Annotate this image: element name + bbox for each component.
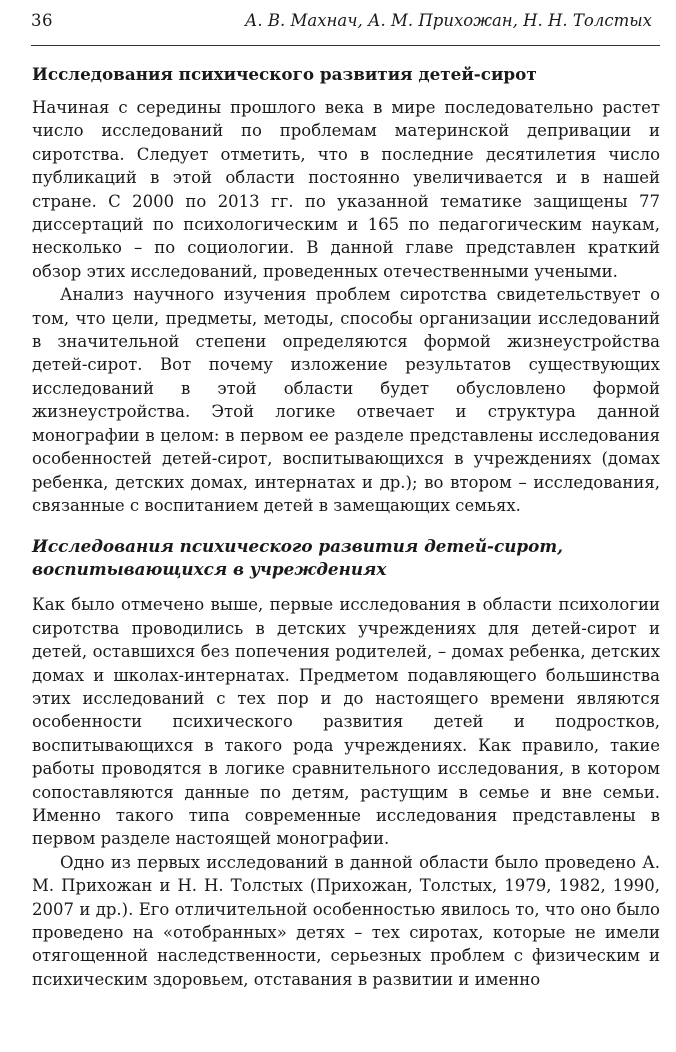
subsection-heading: Исследования психического развития детей-сирот, воспитывающихся в учреждениях [32, 536, 563, 580]
section-heading: Исследования психического развития детей-сирот [32, 64, 537, 84]
subsection-paragraph-2: Одно из первых исследований в данной области было проведено А. М. Прихожан и Н. Н. Толстых (Прихожан, Толстых, 1979, 1982, 1990, 2007 и др.). Его отличительной особенностью явилось то, что оно было проведено на «отобранных» детях – тех сиротах, которые не имели отягощенной наследственности, серьезных проблем с физическим и психическим здоровьем, отставания в развитии и именно [32, 852, 660, 989]
section-paragraph-2: Анализ научного изучения проблем сиротства свидетельствует о том, что цели, предметы, методы, способы организации исследований в значительной степени определяются формой жизнеустройства детей-сирот. Вот почему изложение результатов существующих исследований в этой области будет обусловлено формой жизнеустройства. Этой логике отвечает и структура данной монографии в целом: в первом ее разделе представлены исследования особенностей детей-сирот, воспитывающихся в учреждениях (домах ребенка, детских домах, интернатах и др.); во втором – исследования, связанные с воспитанием детей в замещающих семьях. [32, 285, 660, 515]
subsection-paragraph-1: Как было отмечено выше, первые исследования в области психологии сиротства проводились в детских учреждениях для детей-сирот и детей, оставшихся без попечения родителей, – домах ребенка, детских домах и школах-интернатах. Предметом подавляющего большинства этих исследований с тех пор и до настоящего времени являются особенности психического развития детей и подростков, воспитывающихся в такого рода учреждениях. Как правило, такие работы проводятся в логике сравнительного исследования, в котором сопоставляются данные по детям, растущим в семье и вне семьи. Именно такого типа современные исследования представлены в первом разделе настоящей монографии. [32, 595, 660, 849]
section-paragraph-1: Начиная с середины прошлого века в мире последовательно растет число исследований по проблемам материнской депривации и сиротства. Следует отметить, что в последние десятилетия число публикаций в этой области постоянно увеличивается и в нашей стране. С 2000 по 2013 гг. по указанной тематике защищены 77 диссертаций по психологическим и 165 по педагогическим наукам, несколько – по социологии. В данной главе представлен краткий обзор этих исследований, проведенных отечественными учеными. [32, 98, 660, 281]
running-header [27, 0, 660, 46]
header-rule [31, 45, 660, 46]
running-title-authors: А. В. Махнач, А. М. Прихожан, Н. Н. Толстых [244, 11, 652, 30]
page-number: 36 [31, 11, 53, 30]
